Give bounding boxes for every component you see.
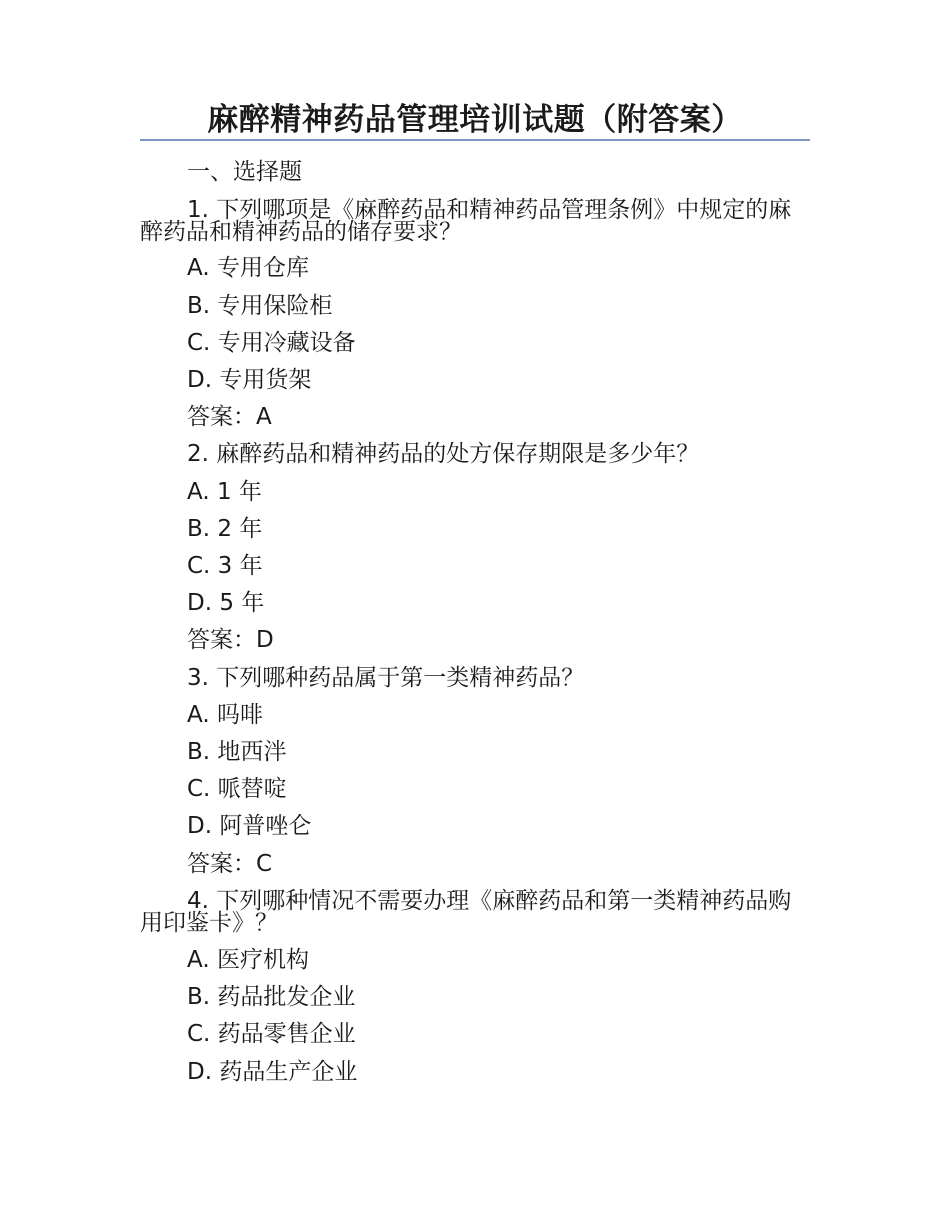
- option-a: A. 1 年: [187, 478, 262, 505]
- question-text: 3. 下列哪种药品属于第一类精神药品？: [187, 664, 585, 691]
- question-text: 2. 麻醉药品和精神药品的处方保存期限是多少年？: [187, 441, 700, 468]
- answer-line: 答案：D: [187, 627, 274, 654]
- question-block-2: [140, 436, 810, 659]
- option-c: C. 3 年: [187, 553, 263, 580]
- question-block-3: [140, 660, 810, 883]
- document-body: [140, 154, 810, 1091]
- option-a: A. 吗啡: [187, 701, 263, 728]
- answer-line: 答案：A: [187, 404, 272, 431]
- option-d: D. 药品生产企业: [187, 1058, 358, 1085]
- title-underline: [140, 139, 810, 141]
- question-block-1: [140, 191, 810, 436]
- option-b: B. 地西泮: [187, 739, 287, 766]
- option-d: D. 5 年: [187, 590, 265, 617]
- option-c: C. 哌替啶: [187, 776, 287, 803]
- answer-line: 答案：C: [187, 850, 273, 877]
- option-a: A. 专用仓库: [187, 255, 309, 282]
- option-c: C. 药品零售企业: [187, 1021, 356, 1048]
- option-b: B. 专用保险柜: [187, 292, 333, 319]
- question-block-4: [140, 883, 810, 1091]
- option-d: D. 阿普唑仑: [187, 813, 312, 840]
- option-a: A. 医疗机构: [187, 947, 309, 974]
- option-c: C. 专用冷藏设备: [187, 329, 356, 356]
- section-heading: 一、选择题: [187, 159, 302, 185]
- option-d: D. 专用货架: [187, 367, 312, 393]
- question-text: 1. 下列哪项是《麻醉药品和精神药品管理条例》中规定的麻醉药品和精神药品的储存要求？: [140, 196, 792, 245]
- option-b: B. 2 年: [187, 515, 263, 542]
- document-title: 麻醉精神药品管理培训试题（附答案）: [207, 102, 743, 138]
- question-text: 4. 下列哪种情况不需要办理《麻醉药品和第一类精神药品购用印鉴卡》？: [140, 888, 792, 937]
- option-b: B. 药品批发企业: [187, 984, 356, 1011]
